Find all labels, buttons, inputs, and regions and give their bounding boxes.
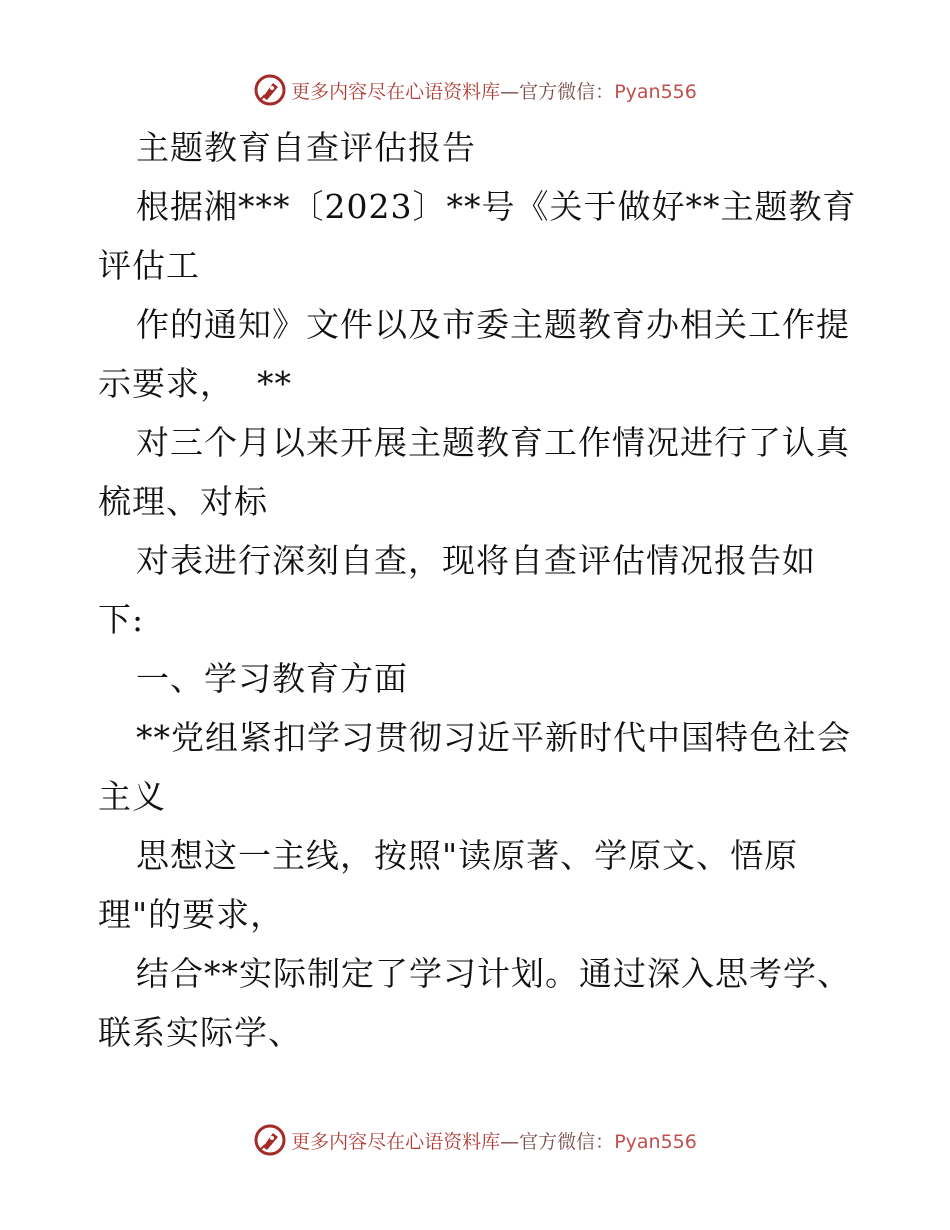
- doc-line: 下:: [98, 600, 145, 639]
- banner-separator: —: [500, 80, 520, 103]
- banner-main-text: 更多内容尽在心语资料库: [291, 1130, 501, 1153]
- banner-wechat-id: Pyan556: [614, 80, 697, 103]
- banner-separator: —: [500, 1130, 520, 1153]
- banner-wechat-label: 官方微信：: [519, 80, 615, 103]
- doc-line: 作的通知》文件以及市委主题教育办相关工作提: [136, 305, 850, 344]
- doc-line: 思想这一主线，按照"读原著、学原文、悟原: [136, 836, 799, 875]
- doc-line: 对表进行深刻自查，现将自查评估情况报告如: [136, 541, 816, 580]
- doc-line: 主义: [98, 777, 166, 816]
- document-body: [98, 118, 858, 1062]
- section-heading: 一、学习教育方面: [136, 659, 408, 698]
- doc-line: 评估工: [98, 246, 200, 285]
- pen-nib-logo-icon: [253, 1123, 287, 1157]
- header-banner: [0, 70, 950, 110]
- pen-nib-logo-icon: [253, 73, 287, 107]
- doc-line: 理"的要求，: [98, 895, 285, 934]
- doc-line: 联系实际学、: [98, 1013, 302, 1052]
- banner-text: [291, 77, 697, 104]
- banner-wechat-label: 官方微信：: [519, 1130, 615, 1153]
- banner-main-text: 更多内容尽在心语资料库: [291, 80, 501, 103]
- footer-banner: [0, 1120, 950, 1160]
- doc-title: 主题教育自查评估报告: [136, 128, 476, 167]
- doc-line: 对三个月以来开展主题教育工作情况进行了认真: [136, 423, 850, 462]
- doc-line: 结合**实际制定了学习计划。通过深入思考学、: [136, 954, 851, 993]
- banner-wechat-id: Pyan556: [614, 1130, 697, 1153]
- doc-line: 示要求， **: [98, 364, 292, 403]
- doc-line: **党组紧扣学习贯彻习近平新时代中国特色社会: [136, 718, 851, 757]
- doc-line: 梳理、对标: [98, 482, 268, 521]
- banner-text: [291, 1127, 697, 1154]
- doc-line: 根据湘***〔2023〕**号《关于做好**主题教育: [136, 187, 857, 226]
